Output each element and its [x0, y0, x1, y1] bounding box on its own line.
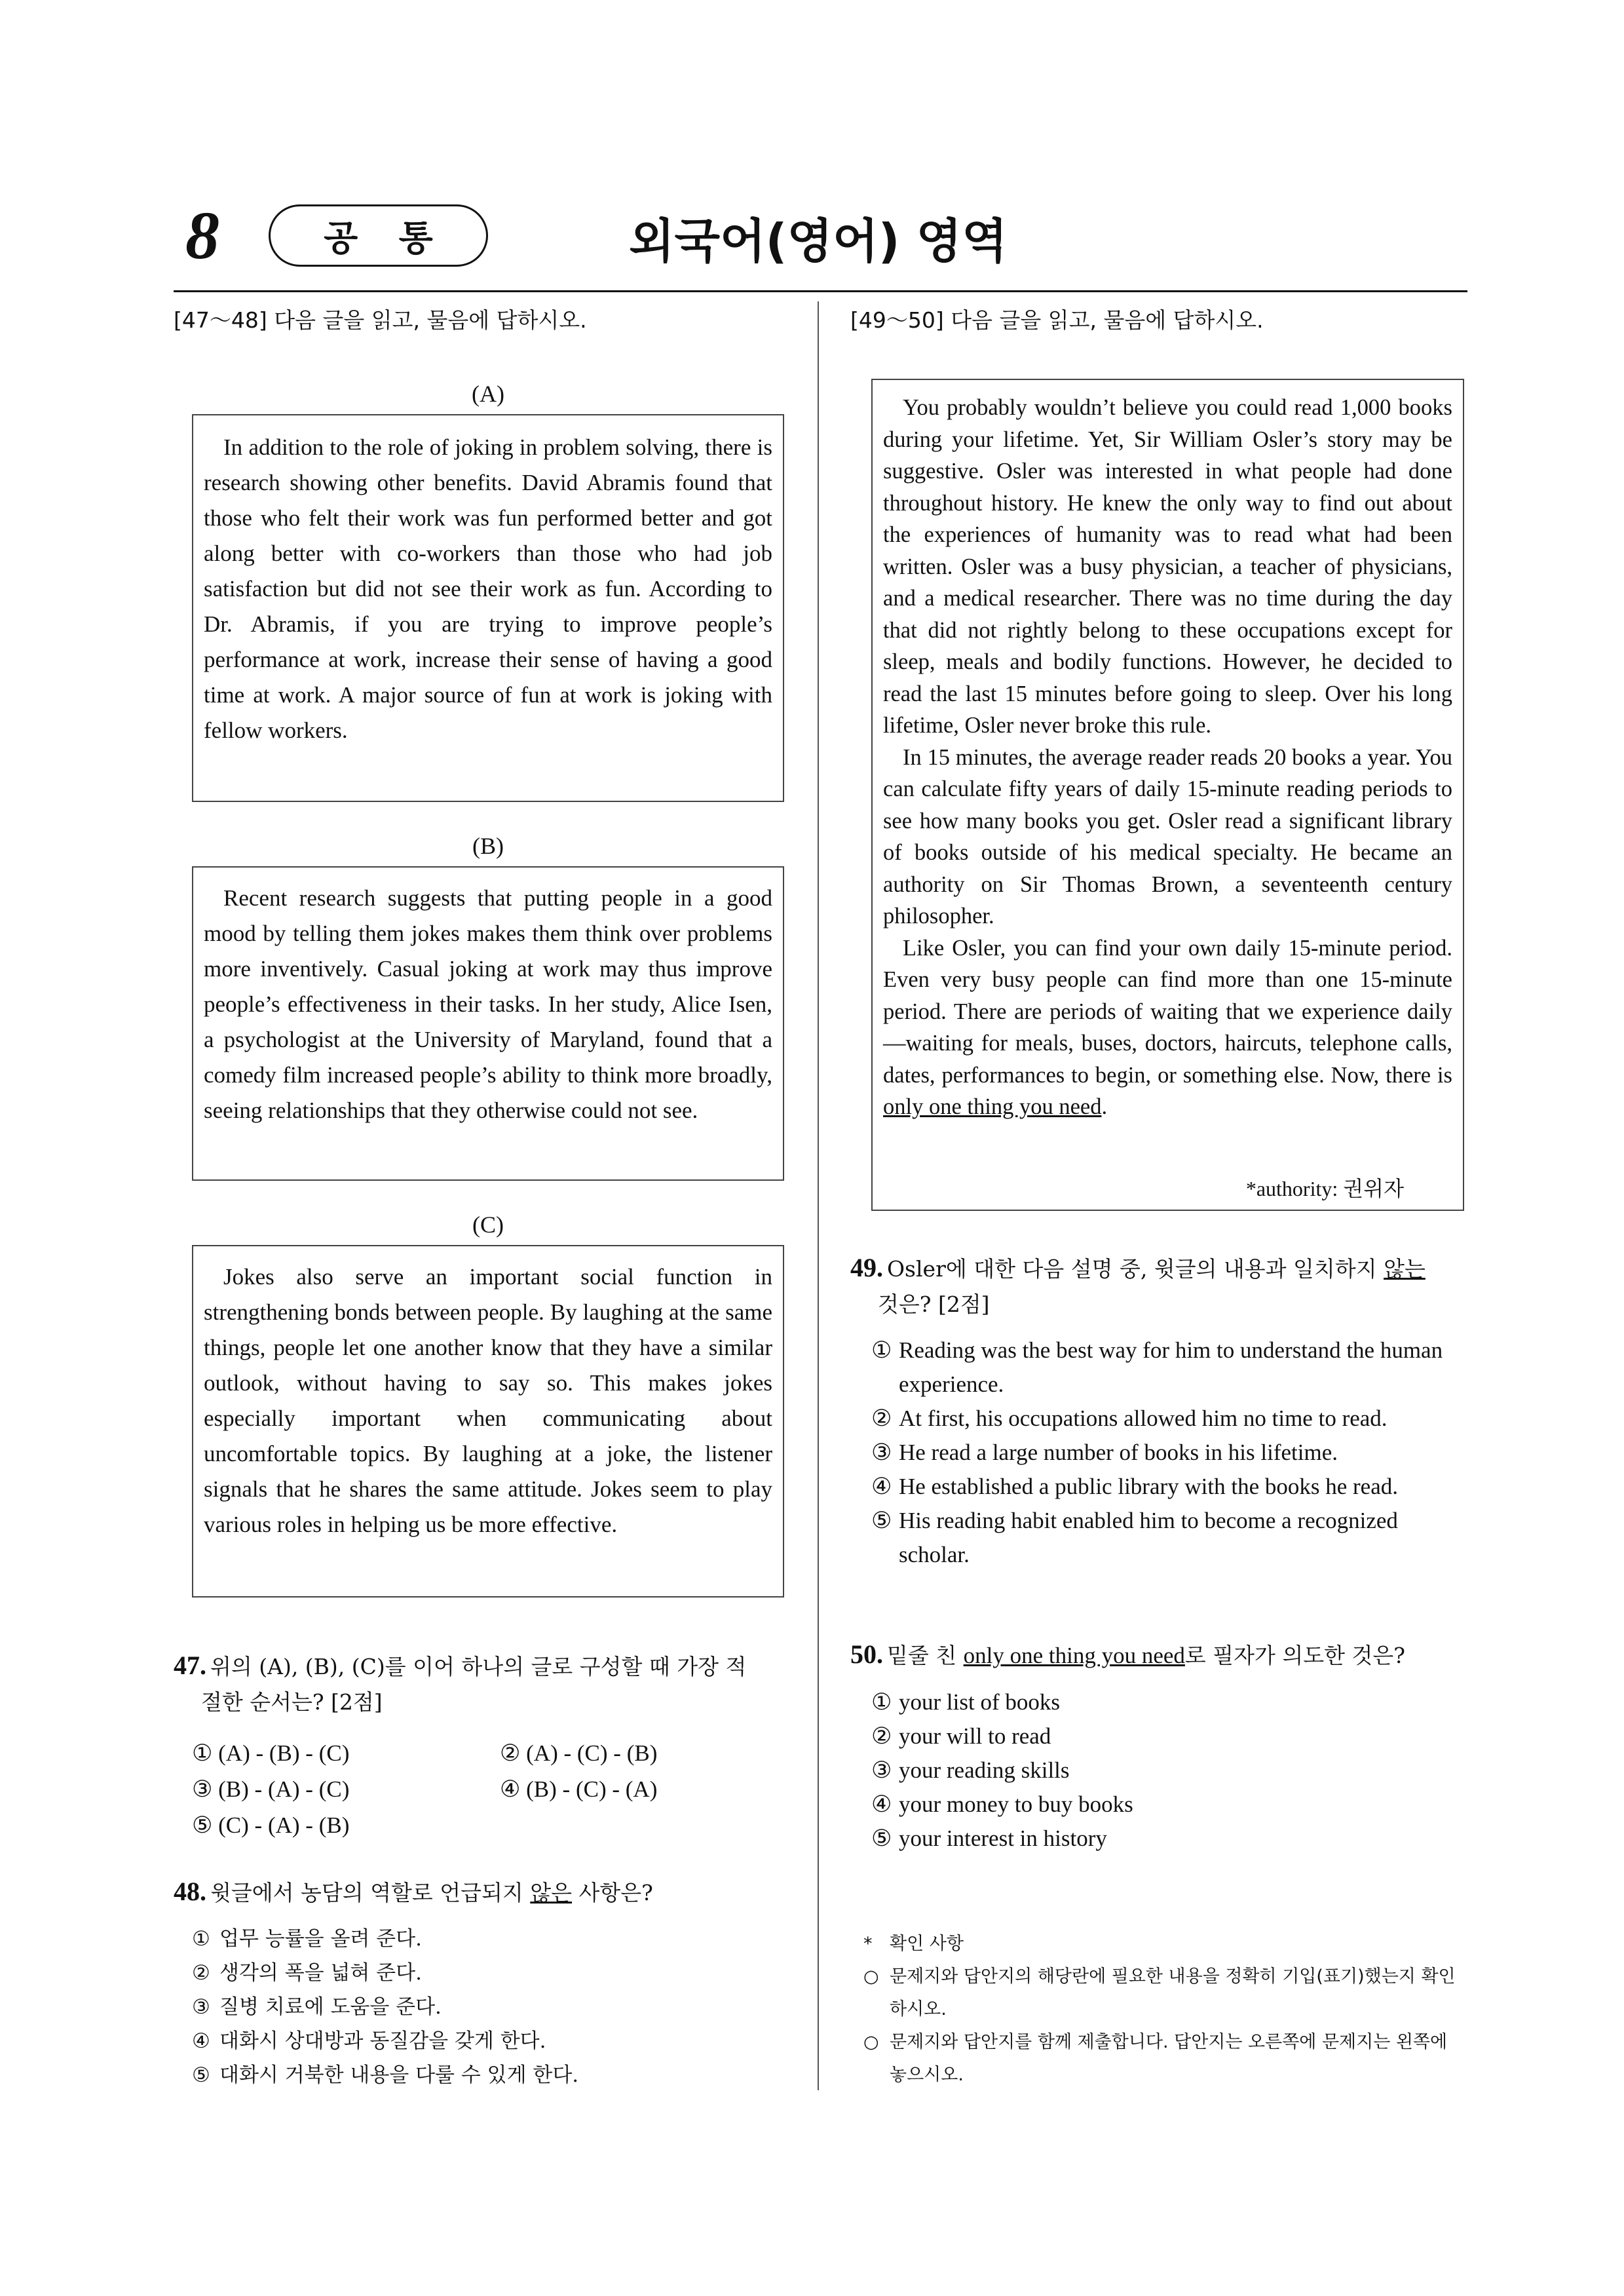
passage-a-text: In addition to the role of joking in problem solving, there is research showing other benefits. David Abramis found that those who felt their work was fun performed better and got along better with co-workers than those who had job satisfaction but did not see their work as fun. According to Dr. Abramis, if you are trying to improve people’s performance at work, increase their sense of having a good time at work. A major source of fun at work is joking with fellow workers. — [204, 434, 772, 743]
q50-text-post: 로 필자가 의도한 것은? — [1184, 1643, 1405, 1668]
note-item-text: 문제지와 답안지의 해당란에 필요한 내용을 정확히 기입(표기)했는지 확인하시오. — [890, 1966, 1456, 2019]
option-marker: ⑤ — [192, 2063, 210, 2087]
notes-heading-text: 확인 사항 — [890, 1934, 964, 1954]
p3-underlined-phrase: only one thing you need — [883, 1094, 1102, 1119]
q49-options — [871, 1333, 1464, 1572]
option-marker: ② — [500, 1740, 521, 1766]
option-text: His reading habit enabled him to become a recognized scholar. — [899, 1508, 1398, 1567]
confirmation-notes — [863, 1928, 1460, 2092]
q50-option-3[interactable] — [871, 1753, 1464, 1788]
option-text: (A) - (C) - (B) — [526, 1740, 658, 1766]
option-marker: ④ — [500, 1776, 521, 1802]
q47-option-5[interactable] — [192, 1807, 349, 1844]
option-text: 대화시 상대방과 동질감을 갖게 한다. — [219, 2029, 546, 2053]
option-marker: ⑤ — [871, 1508, 892, 1533]
common-badge — [269, 204, 488, 267]
q49-option-4[interactable] — [871, 1470, 1464, 1504]
q48-text-underline: 않은 — [530, 1880, 573, 1905]
q47-number: 47. — [174, 1651, 206, 1680]
column-divider — [818, 301, 819, 2090]
passage-b-text: Recent research suggests that putting people in a good mood by telling them jokes makes them think over problems more inventively. Casual joking at work may thus improve people’s effectiveness in their tasks. In her study, Alice Isen, a psychologist at the University of Maryland, found that a comedy film increased people’s ability to think more broadly, seeing relationships that they otherwise could not see. — [204, 885, 772, 1123]
q50-option-2[interactable] — [871, 1719, 1464, 1753]
option-text: (A) - (B) - (C) — [218, 1740, 350, 1766]
q48-option-4[interactable] — [192, 2024, 782, 2058]
option-marker: ③ — [192, 1995, 210, 2019]
option-marker: ① — [871, 1337, 892, 1363]
passage-osler-p3 — [883, 932, 1452, 1123]
q49-text-pre: Osler에 대한 다음 설명 중, 윗글의 내용과 일치하지 — [887, 1256, 1384, 1282]
option-marker: ④ — [871, 1791, 892, 1817]
badge-char-1: 공 — [324, 217, 358, 259]
q50-text-underline: only one thing you need — [963, 1643, 1185, 1668]
passage-a-box — [192, 414, 784, 802]
passage-c-box — [192, 1245, 784, 1598]
q50-number: 50. — [850, 1639, 883, 1669]
q50-option-4[interactable] — [871, 1788, 1464, 1822]
note-item-1 — [863, 1961, 1460, 2026]
option-text: 대화시 거북한 내용을 다룰 수 있게 한다. — [219, 2063, 579, 2087]
q50-option-5[interactable] — [871, 1822, 1464, 1856]
option-marker: ① — [192, 1927, 210, 1951]
section-title: 외국어(영어) 영역 — [629, 214, 1008, 269]
notes-heading — [863, 1928, 1460, 1961]
q48-option-2[interactable] — [192, 1956, 782, 1990]
option-text: your list of books — [899, 1689, 1060, 1715]
q48-options — [192, 1922, 782, 2092]
q47-text-line2: 절한 순서는? [2점] — [201, 1689, 383, 1715]
asterisk-mark: * — [863, 1934, 873, 1954]
q48-option-3[interactable] — [192, 1990, 782, 2024]
option-text: 업무 능률을 올려 준다. — [219, 1927, 422, 1951]
passage-b-box — [192, 866, 784, 1181]
q47-option-3[interactable] — [192, 1771, 349, 1808]
note-item-2 — [863, 2026, 1460, 2092]
passage-osler-p2: In 15 minutes, the average reader reads 20 books a year. You can calculate fifty years of daily 15-minute reading periods to see how many books you get. Osler read a significant library of books outside of his medical specialty. He became an authority on Sir Thomas Brown, a seventeenth century philosopher. — [883, 744, 1452, 928]
question-48 — [174, 1874, 783, 1911]
q49-option-3[interactable] — [871, 1436, 1464, 1470]
circle-bullet-icon: ○ — [863, 2032, 879, 2052]
option-marker: ③ — [871, 1757, 892, 1783]
option-marker: ③ — [192, 1776, 213, 1802]
option-marker: ② — [192, 1961, 210, 1985]
q47-option-4[interactable] — [500, 1771, 657, 1808]
p3-text-post: . — [1101, 1094, 1108, 1119]
instruction-47-48: [47～48] 다음 글을 읽고, 물음에 답하시오. — [174, 307, 587, 333]
circle-bullet-icon: ○ — [863, 1966, 879, 1987]
option-text: (B) - (A) - (C) — [218, 1776, 350, 1802]
q49-text-underline: 않는 — [1384, 1256, 1426, 1282]
passage-c-text: Jokes also serve an important social function in strengthening bonds between people. By laughing at the same things, people let one another know that they have a similar outlook, without having to say so. This makes jokes especially important when communicating about uncomfortable topics. By laughing at a joke, the listener signals that he shares the same attitude. Jokes seem to play various roles in helping us be more effective. — [204, 1264, 772, 1537]
option-marker: ④ — [192, 2029, 210, 2053]
q49-option-2[interactable] — [871, 1402, 1464, 1436]
q48-text-pre: 윗글에서 농담의 역할로 언급되지 — [210, 1880, 531, 1905]
passage-c-label: (C) — [472, 1212, 504, 1238]
option-marker: ② — [871, 1406, 892, 1431]
passage-osler-p1: You probably wouldn’t believe you could read 1,000 books during your lifetime. Yet, Sir William Osler’s story may be suggestive. Osler was interested in what people had done throughout history. He knew the only way to find out about the experiences of humanity was to read what had been written. Osler was a busy physician, a teacher of physicians, and a medical researcher. There was no time during the day that did not rightly belong to these occupations except for sleep, meals and bodily functions. However, he decided to read the last 15 minutes before going to sleep. Over his long lifetime, Osler never broke this rule. — [883, 395, 1452, 738]
passage-b-label: (B) — [472, 833, 504, 859]
badge-char-2: 통 — [398, 217, 433, 259]
question-50 — [850, 1637, 1466, 1674]
header-rule — [174, 290, 1467, 292]
option-text: 생각의 폭을 넓혀 준다. — [219, 1961, 422, 1985]
q50-text-pre: 밑줄 친 — [887, 1643, 964, 1668]
q47-option-2[interactable] — [500, 1735, 657, 1772]
option-marker: ④ — [871, 1474, 892, 1499]
option-marker: ⑤ — [871, 1826, 892, 1851]
q50-option-1[interactable] — [871, 1685, 1464, 1719]
q49-option-5[interactable] — [871, 1504, 1464, 1572]
option-text: your will to read — [899, 1723, 1051, 1749]
instruction-49-50: [49～50] 다음 글을 읽고, 물음에 답하시오. — [850, 307, 1264, 333]
option-marker: ① — [871, 1689, 892, 1715]
option-text: your interest in history — [899, 1826, 1107, 1851]
footnote-authority: *authority: 권위자 — [1245, 1176, 1404, 1200]
q48-option-1[interactable] — [192, 1922, 782, 1956]
q48-option-5[interactable] — [192, 2058, 782, 2092]
option-text: (B) - (C) - (A) — [526, 1776, 658, 1802]
option-text: your money to buy books — [899, 1791, 1133, 1817]
option-text: Reading was the best way for him to understand the human experience. — [899, 1337, 1443, 1397]
option-marker: ① — [192, 1740, 213, 1766]
q47-text-line1: 위의 (A), (B), (C)를 이어 하나의 글로 구성할 때 가장 적 — [210, 1654, 747, 1679]
note-item-text: 문제지와 답안지를 함께 제출합니다. 답안지는 오른쪽에 문제지는 왼쪽에 놓으시오. — [890, 2032, 1448, 2085]
option-marker: ⑤ — [192, 1812, 213, 1838]
p3-text-pre: Like Osler, you can find your own daily 15-minute period. Even very busy people can find more than one 15-minute period. There are periods of waiting that we experience daily—waiting for meals, buses, doctors, haircuts, telephone calls, dates, performances to begin, or something else. Now, there is — [883, 935, 1452, 1088]
option-text: 질병 치료에 도움을 준다. — [219, 1995, 442, 2019]
option-text: He read a large number of books in his lifetime. — [899, 1440, 1338, 1465]
q49-option-1[interactable] — [871, 1333, 1464, 1402]
option-text: At first, his occupations allowed him no time to read. — [899, 1406, 1388, 1431]
option-marker: ② — [871, 1723, 892, 1749]
question-49 — [850, 1250, 1466, 1322]
q48-text-post: 사항은? — [572, 1880, 653, 1905]
question-47 — [174, 1648, 783, 1720]
q50-options — [871, 1685, 1464, 1856]
q47-option-1[interactable] — [192, 1735, 349, 1772]
option-text: (C) - (A) - (B) — [218, 1812, 350, 1838]
q49-number: 49. — [850, 1253, 883, 1282]
q49-text-line2: 것은? [2점] — [878, 1292, 990, 1317]
passage-osler-box — [871, 379, 1464, 1211]
q47-options — [192, 1735, 782, 1846]
option-marker: ③ — [871, 1440, 892, 1465]
q48-number: 48. — [174, 1877, 206, 1906]
option-text: He established a public library with the books he read. — [899, 1474, 1399, 1499]
passage-a-label: (A) — [472, 381, 504, 407]
option-text: your reading skills — [899, 1757, 1070, 1783]
page-number: 8 — [185, 198, 219, 273]
